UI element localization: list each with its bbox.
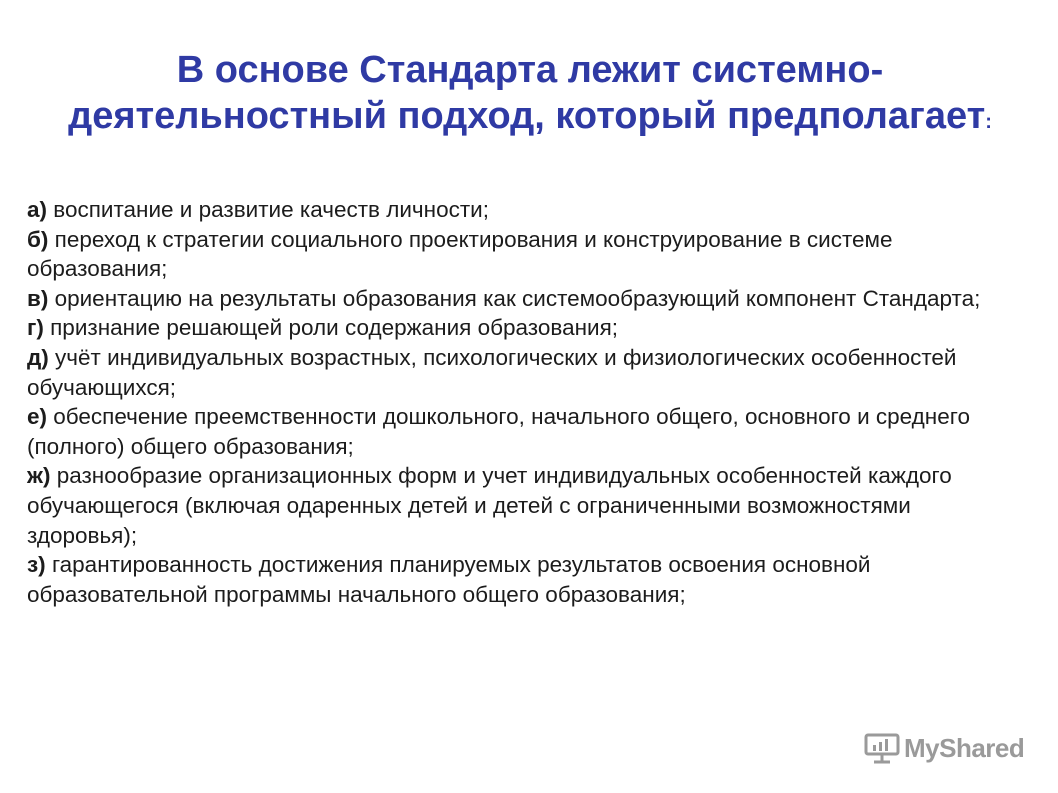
list-item — [27, 284, 1027, 314]
list-item-text: воспитание и развитие качеств личности; — [47, 197, 489, 222]
list-item-text: учёт индивидуальных возрастных, психологических и физиологических особенностей обучающихся; — [27, 344, 957, 400]
list-item-text: обеспечение преемственности дошкольного, начального общего, основного и среднего (полного) общего образования; — [27, 404, 970, 459]
list-item-letter: з) — [27, 552, 46, 578]
list-item — [27, 225, 1027, 284]
list-item-text: гарантированность достижения планируемых результатов освоения основной образовательной программы начального общего образования; — [27, 552, 871, 607]
list-item-letter: е) — [27, 404, 48, 430]
watermark-text: MyShared — [904, 732, 1025, 763]
slide-title-text: В основе Стандарта лежит системно-деятельностный подход, который предполагает — [68, 49, 986, 138]
list-item-text: признание решающей роли содержания образования; — [43, 315, 619, 341]
list-item-text: разнообразие организационных форм и учет индивидуальных особенностей каждого обучающегося (включая одаренных детей и детей с ограниченными возможностями здоровья); — [27, 463, 952, 548]
slide-title-colon: : — [985, 111, 992, 134]
slide-title — [60, 47, 1000, 145]
watermark — [864, 728, 1024, 768]
list-item-letter: г) — [27, 315, 44, 341]
list-item — [27, 313, 1027, 343]
list-item-letter: ж) — [27, 463, 51, 489]
list-item — [27, 343, 1027, 402]
list-item-letter: в) — [27, 285, 49, 311]
list-item-letter: д) — [27, 344, 49, 370]
list-item — [27, 550, 1027, 609]
principles-list — [27, 195, 1027, 609]
list-item-text: ориентацию на результаты образования как системообразующий компонент Стандарта; — [48, 285, 981, 311]
list-item-letter: б) — [27, 226, 49, 252]
list-item-letter: а) — [27, 197, 48, 222]
list-item-text: переход к стратегии социального проектирования и конструирование в системе образования; — [27, 226, 893, 282]
list-item — [27, 461, 1027, 550]
list-item — [27, 402, 1027, 461]
presentation-board-icon — [864, 732, 900, 764]
list-item — [27, 195, 1027, 225]
